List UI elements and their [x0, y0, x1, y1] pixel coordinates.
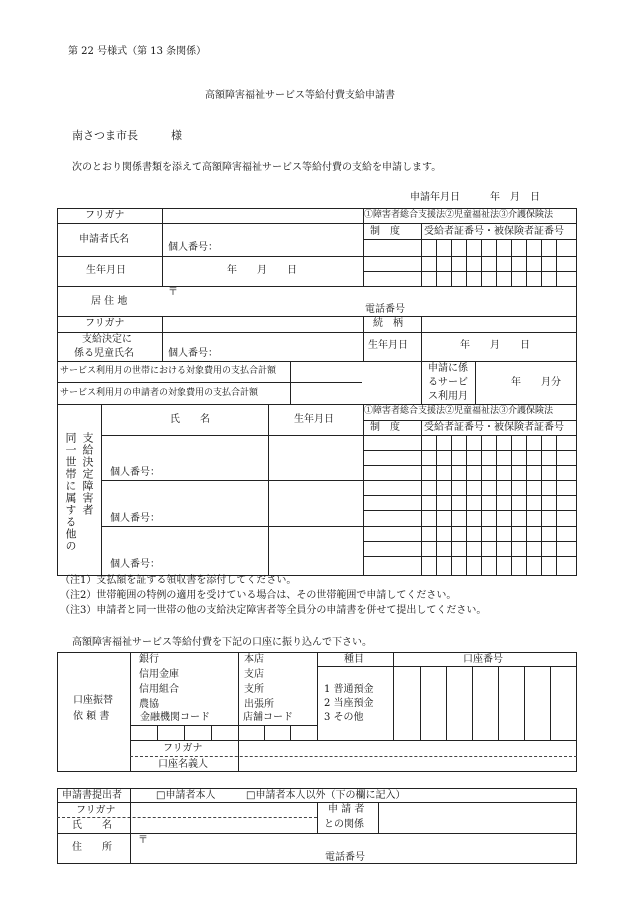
applicant-total-label: サービス利用月の申請者の対象費用の支払合計額: [60, 388, 259, 398]
applicant-name-label: 申請者氏名: [79, 234, 129, 245]
household-individual-number-2: 個人番号：: [110, 513, 160, 524]
household-side-label-right: 支給決定障害者: [81, 432, 94, 516]
submitter-option-other[interactable]: □申請者本人以外（下の欄に記入）: [246, 790, 406, 801]
household-birth-header: 生年月日: [294, 414, 334, 425]
form-number: 第 22 号様式（第 13 条関係）: [68, 46, 207, 57]
branch-head: 本店: [244, 654, 264, 665]
child-birth-label: 生年月日: [368, 340, 408, 351]
household-side-label-left: 同一世帯に属する他の: [64, 432, 77, 552]
institution-bank: 銀行: [139, 654, 159, 665]
addressee: 南さつま市長 様: [72, 129, 182, 142]
account-number-header: 口座番号: [463, 654, 503, 665]
account-type-header: 種目: [344, 654, 364, 665]
applicant-postal-mark: 〒: [168, 287, 178, 298]
child-individual-number: 個人番号：: [168, 348, 218, 359]
submitter-relation-2: との関係: [324, 819, 364, 830]
bank-label-2: 依 頼 書: [73, 711, 110, 722]
note-1: （注1）支払額を証する領収書を添付してください。: [60, 575, 297, 586]
household-name-header: 氏 名: [170, 414, 210, 425]
account-type-1: 1 普通預金: [324, 684, 374, 695]
branch-sub: 支所: [244, 684, 264, 695]
submitter-label: 申請書提出者: [62, 790, 122, 801]
submitter-name-label: 氏 名: [72, 820, 112, 831]
child-name-label-2: 係る児童氏名: [74, 348, 134, 359]
account-type-2: 2 当座預金: [324, 698, 374, 709]
applicant-cert-label: 受給者証番号・被保険者証番号: [424, 226, 564, 237]
holder-label: 口座名義人: [158, 759, 208, 770]
submitter-postal-mark: 〒: [138, 835, 148, 846]
child-relation-label: 続 柄: [373, 318, 403, 329]
bank-lead-text: 高額障害福祉サービス等給付費を下記の口座に振り込んで下さい。: [72, 637, 372, 648]
applicant-address-label: 居 住 地: [91, 296, 128, 307]
institution-shinkin: 信用金庫: [139, 669, 179, 680]
applicant-furigana-label: フリガナ: [85, 210, 125, 221]
household-cert-label: 受給者証番号・被保険者証番号: [424, 422, 564, 433]
applicant-phone-label: 電話番号: [365, 304, 405, 315]
bank-code-label: 金融機関コード: [140, 712, 210, 723]
household-system-label: 制 度: [370, 422, 400, 433]
note-3: （注3）申請者と同一世帯の他の支給決定障害者等全員分の申請書を併せて提出してください。: [60, 605, 487, 616]
submitter-phone-label: 電話番号: [325, 852, 365, 863]
account-type-3: 3 その他: [324, 712, 364, 723]
branch-code-label: 店舗コード: [243, 712, 293, 723]
page-title: 高額障害福祉サービス等給付費支給申請書: [205, 90, 395, 101]
submitter-relation-1: 申 請 者: [328, 804, 365, 815]
household-insurance-header: ①障害者総合支援法②児童福祉法③介護保険法: [364, 406, 554, 416]
child-name-label-1: 支給決定に: [82, 334, 132, 345]
household-individual-number-3: 個人番号：: [110, 559, 160, 570]
intro-text: 次のとおり関係書類を添えて高額障害福祉サービス等給付費の支給を申請します。: [72, 162, 442, 173]
branch-office: 出張所: [244, 699, 274, 710]
application-date: 申請年月日 年 月 日: [410, 192, 540, 203]
applicant-insurance-header: ①障害者総合支援法②児童福祉法③介護保険法: [364, 210, 554, 220]
submitter-furigana-label: フリガナ: [76, 805, 116, 816]
service-month-value: 年 月分: [511, 377, 561, 388]
service-month-label-2: るサービ: [428, 377, 468, 388]
household-total-label: サービス利用月の世帯における対象費用の支払合計額: [60, 366, 277, 376]
branch-branch: 支店: [244, 669, 264, 680]
institution-shinkumi: 信用組合: [139, 684, 179, 695]
child-furigana-label: フリガナ: [85, 318, 125, 329]
institution-nokyo: 農協: [139, 699, 159, 710]
holder-furigana-label: フリガナ: [163, 743, 203, 754]
submitter-address-label: 住 所: [72, 842, 112, 853]
household-individual-number-1: 個人番号：: [110, 467, 160, 478]
applicant-birth-label: 生年月日: [86, 265, 126, 276]
applicant-system-label: 制 度: [370, 226, 400, 237]
applicant-birth-value: 年 月 日: [227, 265, 297, 276]
applicant-individual-number: 個人番号：: [168, 242, 218, 253]
service-month-label-3: ス利用月: [428, 391, 468, 402]
submitter-option-self[interactable]: □申請者本人: [156, 790, 216, 801]
bank-label-1: 口座振替: [73, 695, 113, 706]
child-birth-value: 年 月 日: [460, 340, 530, 351]
note-2: （注2）世帯範囲の特例の適用を受けている場合は、その世帯範囲で申請してください。: [60, 590, 457, 601]
service-month-label-1: 申請に係: [428, 363, 468, 374]
